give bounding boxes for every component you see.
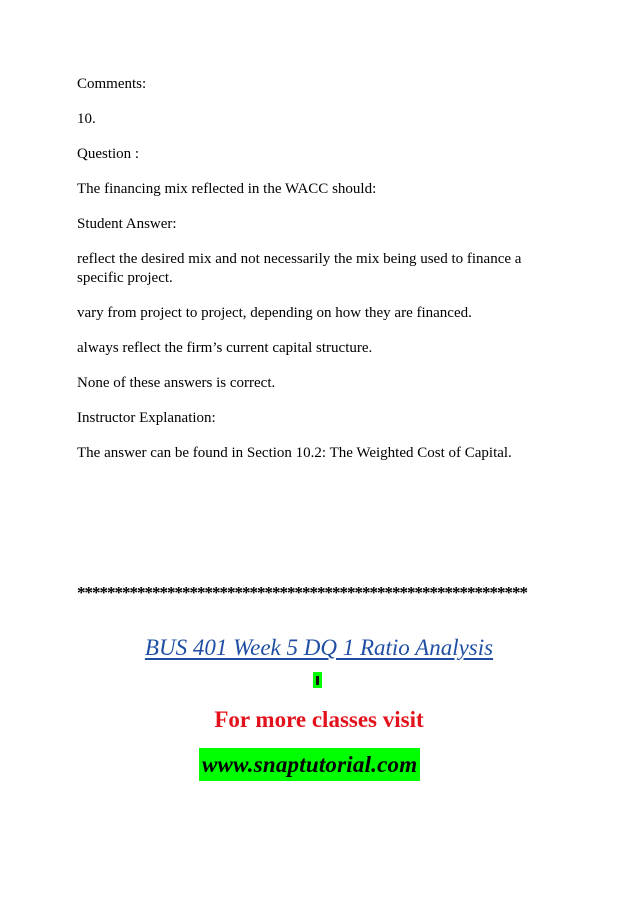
answer-option-1: reflect the desired mix and not necessarily the mix being used to finance a specific project. (77, 251, 522, 286)
site-highlight (199, 748, 420, 781)
question-number: 10. (77, 111, 96, 127)
course-link-container (0, 634, 638, 662)
highlight-marker (313, 672, 322, 688)
question-label: Question : (77, 146, 140, 162)
comments-label: Comments: (77, 76, 147, 92)
document-body (77, 75, 567, 479)
site-url: www.snaptutorial.com (202, 752, 418, 777)
question-text: The financing mix reflected in the WACC should: (77, 181, 377, 197)
instructor-explanation-text: The answer can be found in Section 10.2: The Weighted Cost of Capital. (77, 445, 512, 461)
visit-text: For more classes visit (214, 707, 424, 732)
separator-line: ************************************************************ (77, 583, 527, 602)
answer-option-3: always reflect the firm’s current capital structure. (77, 340, 373, 356)
instructor-explanation-label: Instructor Explanation: (77, 410, 216, 426)
answer-option-4: None of these answers is correct. (77, 375, 276, 391)
student-answer-label: Student Answer: (77, 216, 177, 232)
answer-option-2: vary from project to project, depending on how they are financed. (77, 305, 472, 321)
course-link[interactable]: BUS 401 Week 5 DQ 1 Ratio Analysis (144, 635, 494, 660)
